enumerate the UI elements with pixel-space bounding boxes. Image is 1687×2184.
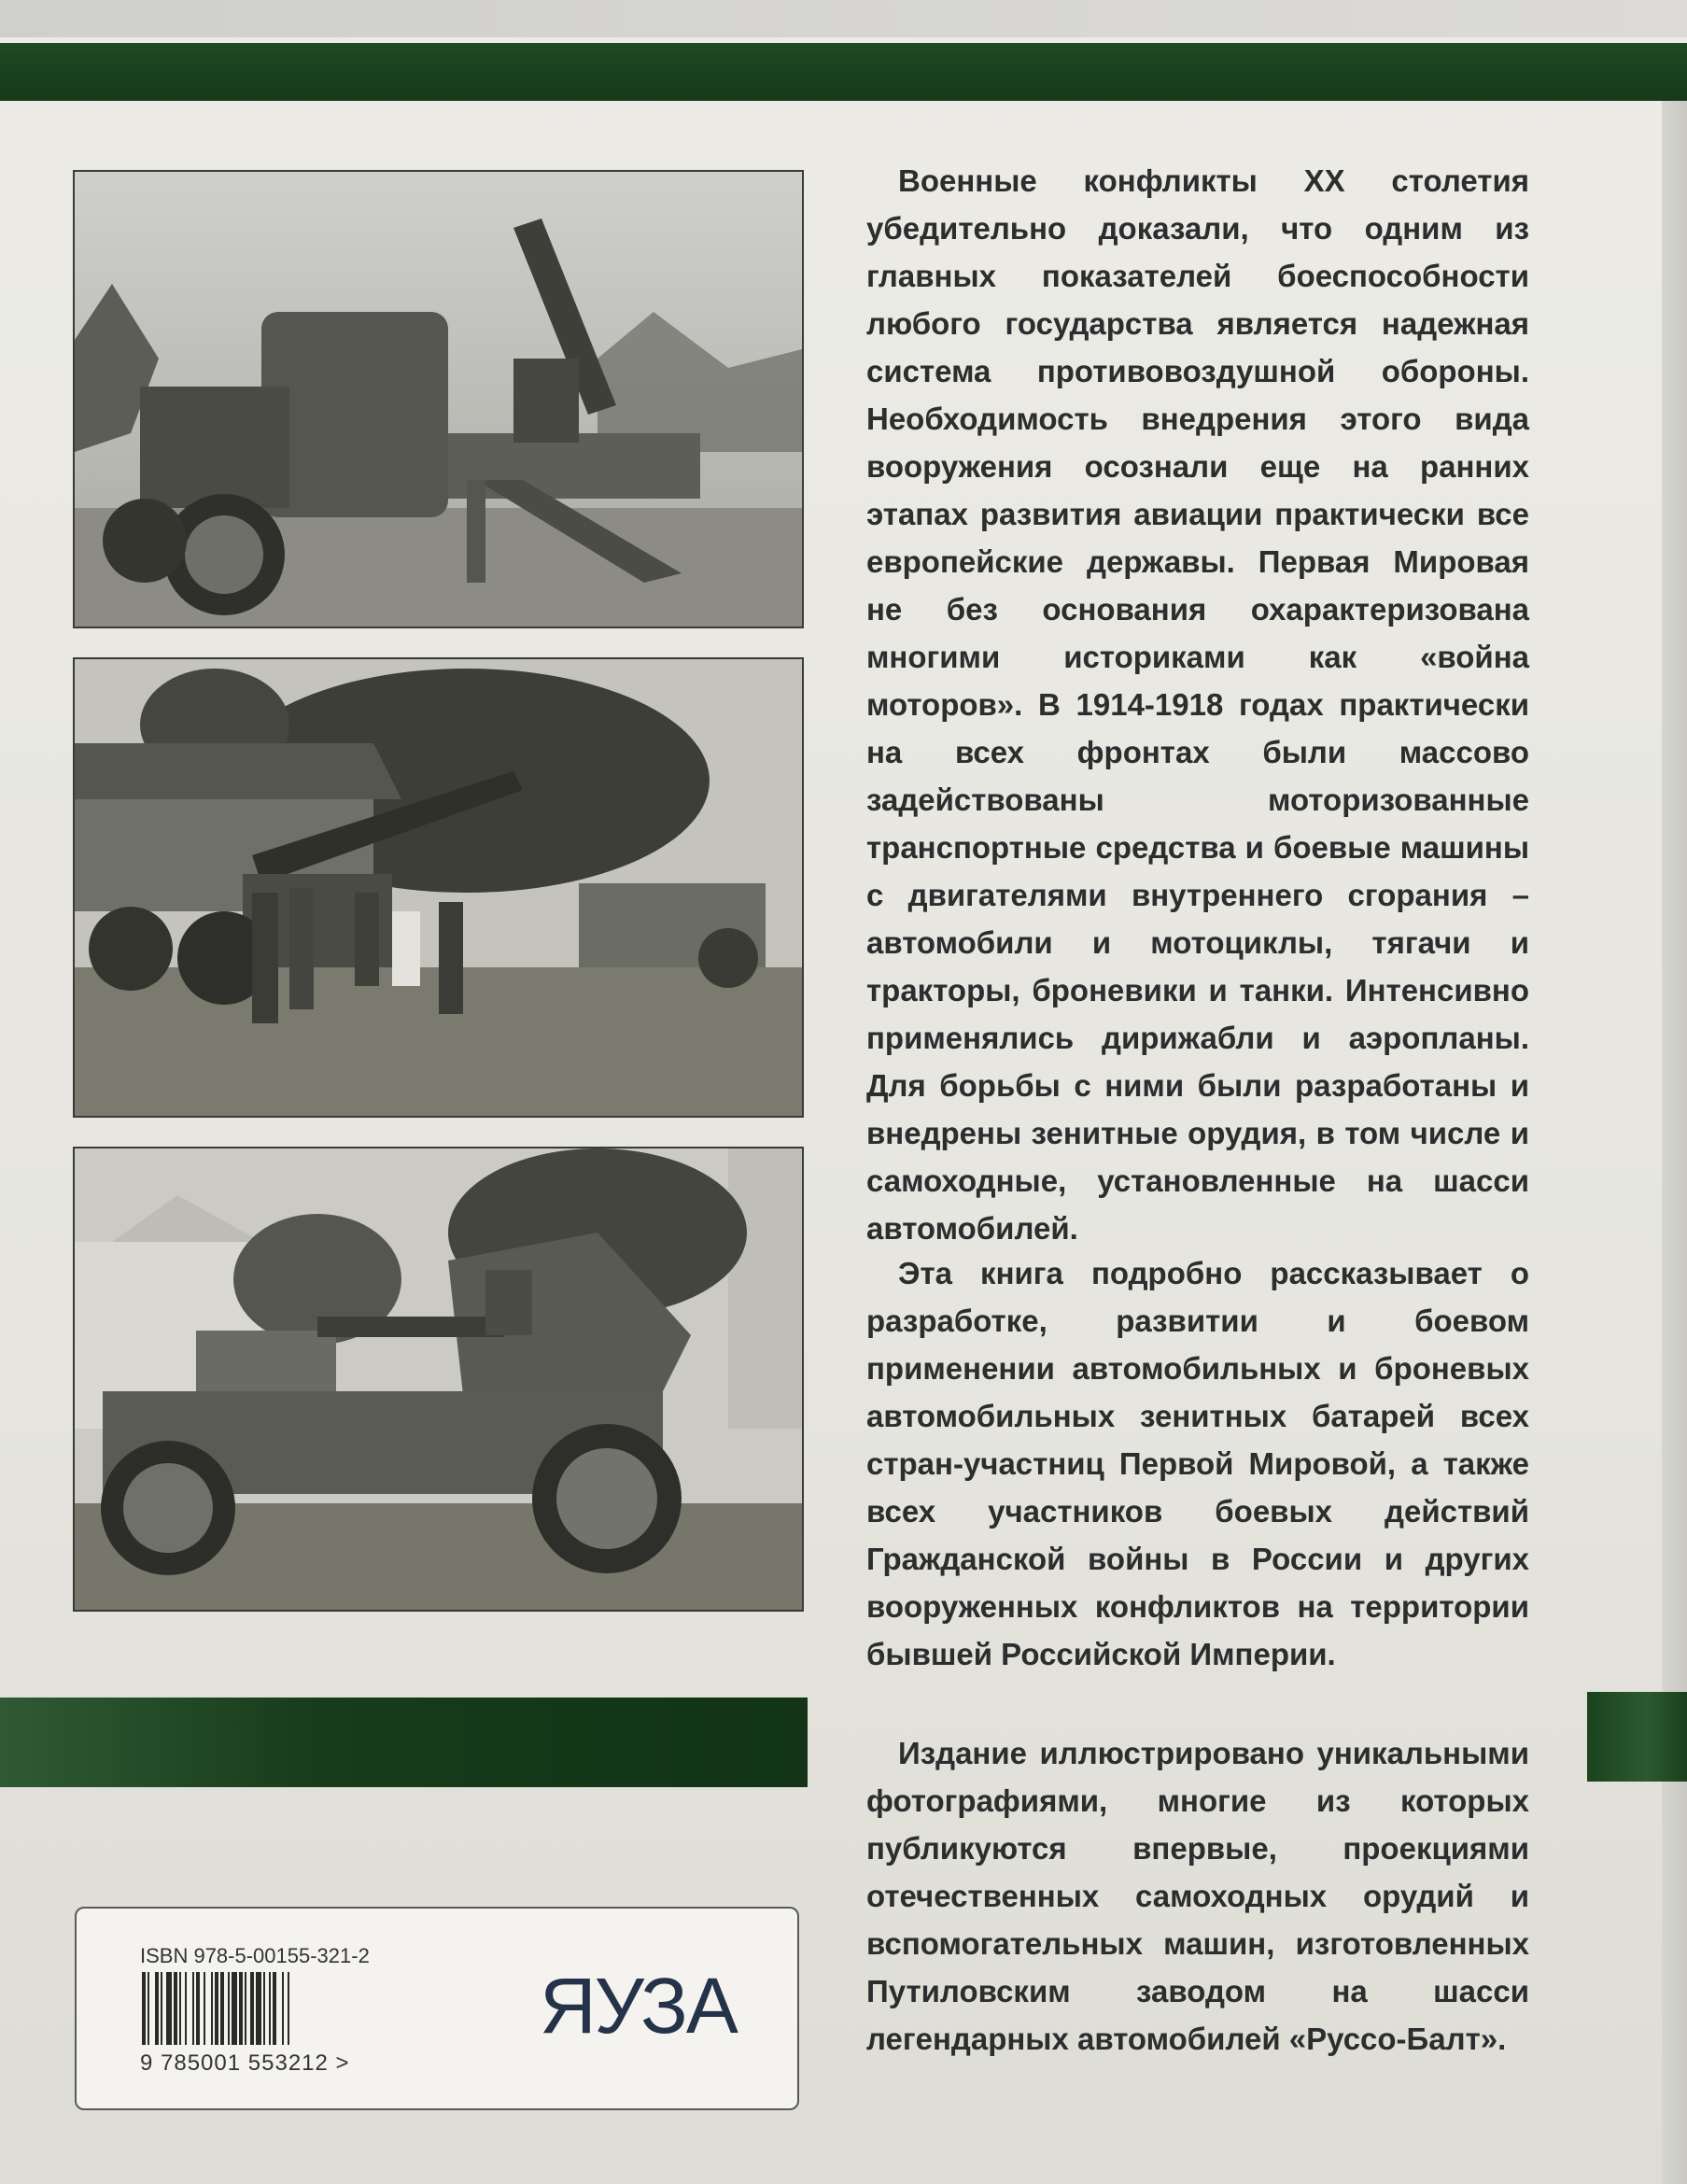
description-paragraph-3: [866, 1729, 1529, 2063]
barcode-digits: 9 785001 553212 >: [140, 2050, 350, 2076]
paragraph-text-1: Военные конфликты XX столетия убедительно доказали, что одним из главных показателей боеспособности любого государства является надежная система противовоздушной обороны. Необходимость внедрения этого вида вооружения осознали еще на ранних этапах развития авиации практически все европейские державы. Первая Мировая не без основания охарактеризована многими историками как «война моторов». В 1914-1918 годах практически на всех фронтах были массово задействованы моторизованные транспортные средства и боевые машины с двигателями внутреннего сгорания – автомобили и мотоциклы, тягачи и тракторы, броневики и танки. Интенсивно применялись дирижабли и аэропланы. Для борьбы с ними были разработаны и внедрены зенитные орудия, в том числе и самоходные, установленные на шасси автомобилей.: [866, 163, 1529, 1246]
description-paragraph-2: [866, 1249, 1529, 1678]
description-paragraph-1: [866, 157, 1529, 1252]
cover-right-edge: [1662, 101, 1687, 2184]
photo-aa-auto-battery: [73, 1147, 804, 1612]
green-stripe-bottom-left: [0, 1698, 808, 1787]
barcode: [140, 1972, 429, 2045]
green-stripe-bottom-right: [1587, 1692, 1687, 1782]
isbn-label: ISBN 978-5-00155-321-2: [140, 1944, 370, 1967]
green-stripe-top: [0, 43, 1687, 101]
publisher-logo: ЯУЗА: [540, 1962, 737, 2050]
paragraph-text-3: Издание иллюстрировано уникальными фотографиями, многие из которых публикуются впервые, проекциями отечественных самоходных орудий и вспомогательных машин, изготовленных Путиловским заводом на шасси легендарных автомобилей «Руссо-Балт».: [866, 1736, 1529, 2056]
paragraph-text-2: Эта книга подробно рассказывает о разработке, развитии и боевом применении автомобильных и броневых автомобильных зенитных батарей всех стран-участниц Первой Мировой, а также всех участников боевых действий Гражданской войны в России и других вооруженных конфликтов на территории бывшей Российской Империи.: [866, 1256, 1529, 1671]
top-edge: [0, 0, 1687, 37]
photo-aa-gun-crew: [73, 657, 804, 1118]
photo-armored-aa-truck: [73, 170, 804, 628]
